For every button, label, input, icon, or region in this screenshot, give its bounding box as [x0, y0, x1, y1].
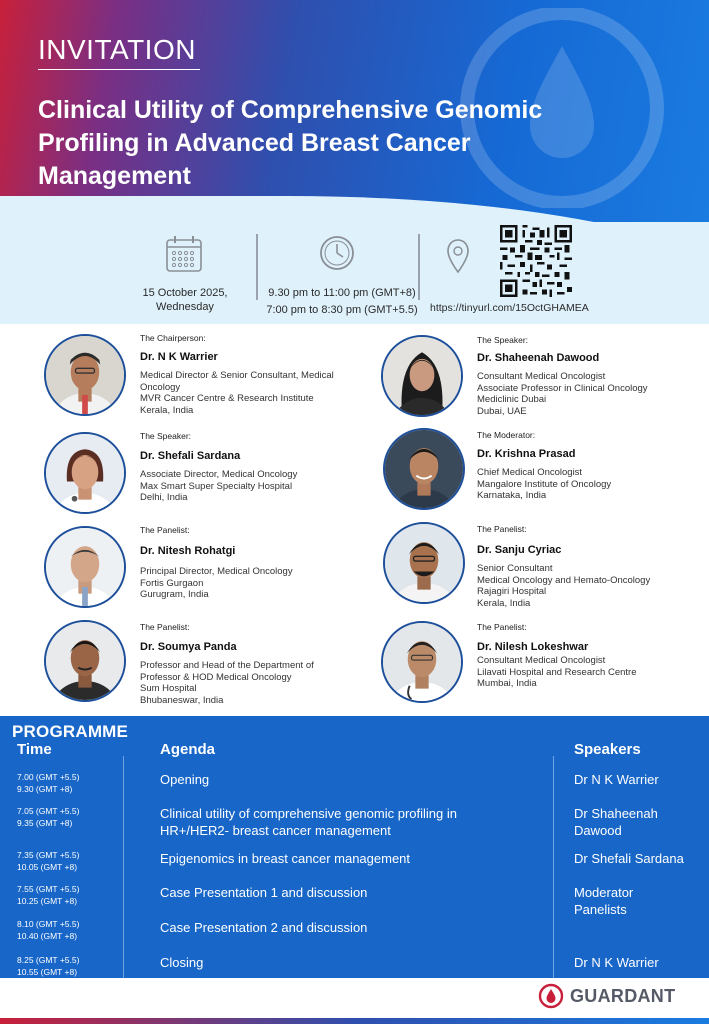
time-local: 7.05 (GMT +5.5): [17, 806, 80, 816]
time-header: Time: [17, 741, 52, 758]
time-gmt8: 10.05 (GMT +8): [17, 862, 78, 872]
speaker-role: The Chairperson:: [140, 333, 206, 343]
speaker-name: Dr. Shaheenah Dawood: [477, 352, 600, 364]
speaker-details: [477, 371, 707, 417]
detail-line: Mumbai, India: [477, 678, 537, 689]
guardant-drop-logo: [538, 983, 564, 1009]
detail-line: Oncology: [140, 381, 181, 393]
event-title: [38, 94, 638, 193]
programme-agenda: Case Presentation 2 and discussion: [160, 920, 368, 935]
avatar: [44, 334, 126, 416]
header-banner: [0, 0, 709, 222]
programme-speaker: Dr Shaheenah Dawood: [574, 806, 658, 838]
programme-agenda: Epigenomics in breast cancer management: [160, 851, 411, 866]
speaker-role: The Speaker:: [477, 335, 529, 345]
detail-line: MVR Cancer Centre & Research Institute: [140, 393, 314, 404]
programme-time: [17, 771, 79, 795]
detail-line: Sum Hospital: [140, 683, 197, 694]
clock-icon: [318, 234, 356, 272]
programme-agenda: Case Presentation 1 and discussion: [160, 885, 368, 900]
time-local: 7.00 (GMT +5.5): [17, 772, 80, 782]
detail-line: Medical Director & Senior Consultant, Medical: [140, 370, 334, 381]
detail-line: Karnataka, India: [477, 490, 547, 501]
time-gmt8: 10.25 (GMT +8): [17, 896, 78, 906]
speaker-role: The Panelist:: [140, 622, 190, 632]
column-divider: [123, 756, 124, 978]
speaker-details: [477, 467, 707, 502]
detail-line: Professor & HOD Medical Oncology: [140, 671, 292, 683]
detail-line: Fortis Gurgaon: [140, 577, 204, 589]
detail-line: Chief Medical Oncologist: [477, 467, 583, 478]
programme-agenda: Clinical utility of comprehensive genomic profiling in HR+/HER2- breast cancer management: [160, 806, 457, 838]
column-divider: [553, 756, 554, 978]
detail-line: Professor and Head of the Department of: [140, 660, 314, 671]
time-line-gmt8: 9.30 pm to 11:00 pm (GMT+8): [268, 287, 416, 299]
programme-time: [17, 918, 79, 942]
detail-line: Associate Director, Medical Oncology: [140, 469, 298, 480]
time-gmt8: 10.55 (GMT +8): [17, 967, 78, 977]
programme-section: [0, 716, 709, 978]
invitation-label: INVITATION: [38, 34, 196, 65]
detail-line: Delhi, India: [140, 492, 188, 503]
event-time: [262, 286, 422, 317]
invitation-underline: [38, 69, 200, 70]
title-line: Profiling in Advanced Breast Cancer: [38, 129, 471, 157]
detail-line: Medical Oncology and Hemato-Oncology: [477, 574, 651, 586]
avatar: [44, 526, 126, 608]
speaker-name: Dr. Shefali Sardana: [140, 450, 241, 462]
detail-line: Lilavati Hospital and Research Centre: [477, 666, 637, 678]
speaker-name: Dr. Nilesh Lokeshwar: [477, 641, 589, 653]
speaker-details: [140, 370, 370, 416]
weekday-line: Wednesday: [156, 301, 214, 313]
speaker-name: Dr. Krishna Prasad: [477, 448, 576, 460]
calendar-icon: [164, 234, 204, 274]
date-line: 15 October 2025,: [142, 287, 228, 299]
programme-title: PROGRAMME: [12, 722, 129, 741]
time-local: 8.25 (GMT +5.5): [17, 955, 80, 965]
programme-agenda: Closing: [160, 955, 204, 970]
guardant-wordmark: GUARDANT: [570, 985, 676, 1006]
agenda-header: Agenda: [160, 741, 216, 758]
time-line-gmt55: 7:00 pm to 8:30 pm (GMT+5.5): [266, 304, 418, 316]
detail-line: Bhubaneswar, India: [140, 694, 224, 706]
speaker-role: The Panelist:: [477, 622, 527, 632]
detail-line: Senior Consultant: [477, 563, 553, 574]
title-line: Management: [38, 162, 191, 190]
speaker-name: Dr. Sanju Cyriac: [477, 544, 562, 556]
time-gmt8: 9.35 (GMT +8): [17, 818, 73, 828]
detail-line: Kerala, India: [477, 597, 531, 609]
time-local: 8.10 (GMT +5.5): [17, 919, 80, 929]
avatar: [44, 620, 126, 702]
speaker-role: The Speaker:: [140, 431, 192, 441]
speaker-role: The Panelist:: [140, 525, 190, 535]
speaker-details: [140, 469, 370, 504]
time-gmt8: 10.40 (GMT +8): [17, 931, 78, 941]
detail-line: Kerala, India: [140, 404, 194, 416]
registration-link[interactable]: https://tinyurl.com/15OctGHAMEA: [430, 302, 589, 314]
event-info-strip: [0, 222, 709, 324]
time-local: 7.55 (GMT +5.5): [17, 884, 80, 894]
programme-time: [17, 805, 79, 829]
speaker-details: [140, 660, 370, 706]
detail-line: Max Smart Super Specialty Hospital: [140, 480, 293, 492]
speaker-details: [477, 563, 707, 609]
speaker-role: The Panelist:: [477, 524, 527, 534]
avatar: [381, 621, 463, 703]
programme-speaker: Moderator Panelists: [574, 885, 634, 917]
detail-line: Consultant Medical Oncologist: [477, 371, 606, 382]
time-gmt8: 9.30 (GMT +8): [17, 784, 73, 794]
detail-line: Consultant Medical Oncologist: [477, 655, 606, 666]
programme-speaker: Dr N K Warrier: [574, 955, 659, 970]
detail-line: Associate Professor in Clinical Oncology: [477, 382, 648, 394]
guardant-logo: [538, 985, 675, 1007]
speaker-details: [140, 566, 370, 601]
programme-speaker: Dr Shefali Sardana: [574, 851, 684, 866]
detail-line: Dubai, UAE: [477, 405, 527, 417]
divider: [418, 234, 420, 300]
detail-line: Mediclinic Dubai: [477, 394, 547, 405]
detail-line: Gurugram, India: [140, 589, 209, 600]
detail-line: Principal Director, Medical Oncology: [140, 566, 293, 577]
speaker-details: [477, 655, 707, 690]
qr-code[interactable]: [500, 225, 572, 297]
programme-speaker: Dr N K Warrier: [574, 772, 659, 787]
avatar: [44, 432, 126, 514]
location-pin-icon: [446, 238, 470, 276]
footer-gradient-bar: [0, 1018, 709, 1024]
title-line: Clinical Utility of Comprehensive Genomic: [38, 96, 543, 124]
detail-line: Mangalore Institute of Oncology: [477, 478, 612, 490]
detail-line: Rajagiri Hospital: [477, 586, 547, 597]
event-date: [130, 286, 240, 314]
speaker-name: Dr. Soumya Panda: [140, 641, 237, 653]
programme-time: [17, 883, 79, 907]
programme-time: [17, 954, 79, 978]
programme-agenda: Opening: [160, 772, 210, 787]
programme-time: [17, 849, 79, 873]
avatar: [381, 335, 463, 417]
avatar: [383, 522, 465, 604]
time-local: 7.35 (GMT +5.5): [17, 850, 80, 860]
speakers-header: Speakers: [574, 741, 641, 758]
speaker-name: Dr. Nitesh Rohatgi: [140, 545, 236, 557]
speaker-name: Dr. N K Warrier: [140, 351, 218, 363]
avatar: [383, 428, 465, 510]
divider: [256, 234, 258, 300]
speaker-role: The Moderator:: [477, 430, 536, 440]
